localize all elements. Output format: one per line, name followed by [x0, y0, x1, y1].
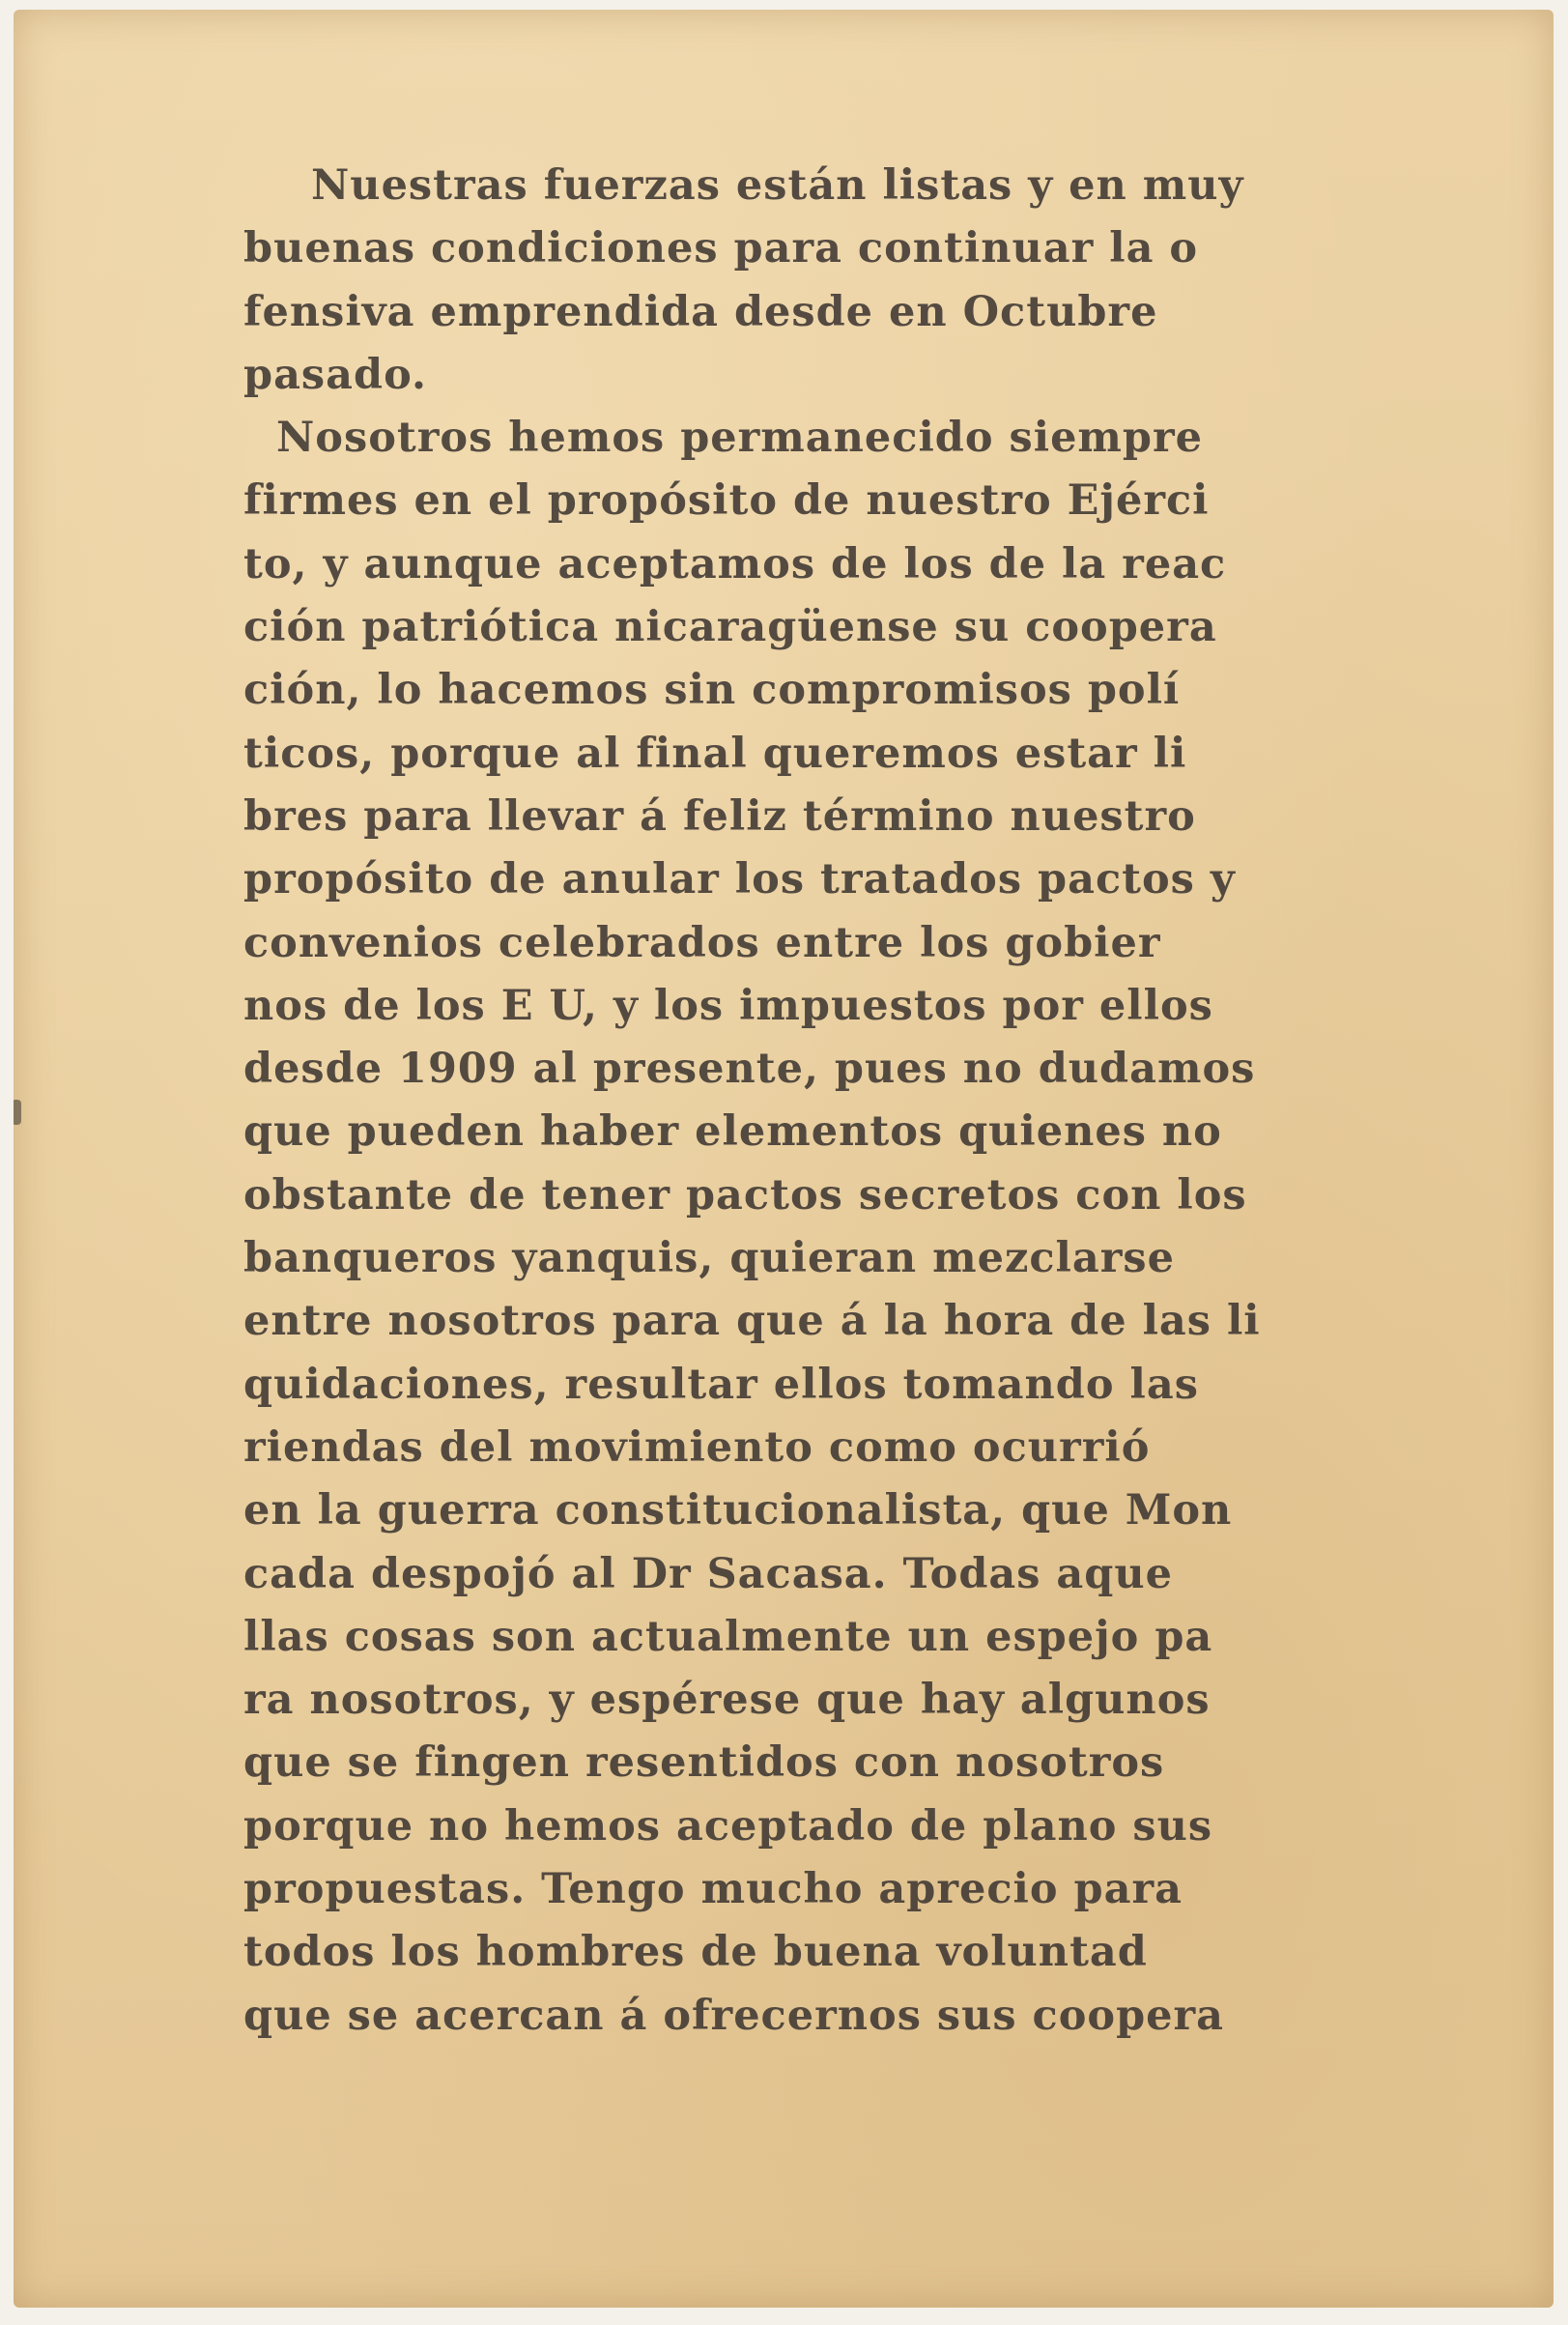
text-line: banqueros yanquis, quieran mezclarse	[243, 1234, 1175, 1283]
text-line: llas cosas son actualmente un espejo pa	[243, 1612, 1213, 1661]
text-line: cada despojó al Dr Sacasa. Todas aque	[243, 1549, 1173, 1598]
text-line: quidaciones, resultar ellos tomando las	[243, 1360, 1199, 1409]
text-line: Nosotros hemos permanecido siempre	[276, 414, 1204, 463]
text-line: ción patriótica nicaragüense su coopera	[243, 603, 1217, 652]
text-line: buenas condiciones para continuar la o	[243, 224, 1199, 273]
text-line: que pueden haber elementos quienes no	[243, 1107, 1222, 1157]
text-line: bres para llevar á feliz término nuestro	[243, 791, 1196, 841]
text-line: riendas del movimiento como ocurrió	[243, 1422, 1151, 1472]
text-line: obstante de tener pactos secretos con los	[243, 1170, 1247, 1220]
text-line: entre nosotros para que á la hora de las li	[243, 1297, 1261, 1346]
text-line: pasado.	[243, 350, 427, 399]
text-line: desde 1909 al presente, pues no dudamos	[243, 1045, 1256, 1094]
paper-sheet	[14, 10, 1554, 2308]
text-line: firmes en el propósito de nuestro Ejérci	[243, 476, 1210, 526]
text-line: convenios celebrados entre los gobier	[243, 918, 1161, 967]
text-line: ra nosotros, y espérese que hay algunos	[243, 1676, 1211, 1725]
text-line: propuestas. Tengo mucho aprecio para	[243, 1865, 1183, 1914]
text-line: to, y aunque aceptamos de los de la reac	[243, 539, 1227, 588]
text-line: que se acercan á ofrecernos sus coopera	[243, 1991, 1225, 2040]
text-line: en la guerra constitucionalista, que Mon	[243, 1486, 1233, 1536]
ink-smudge-mark	[14, 1100, 21, 1125]
text-line: ticos, porque al final queremos estar li	[243, 729, 1187, 778]
document-text	[243, 155, 1412, 2048]
text-line: que se fingen resentidos con nosotros	[243, 1738, 1165, 1788]
text-line: porque no hemos aceptado de plano sus	[243, 1801, 1213, 1851]
text-line: Nuestras fuerzas están listas y en muy	[311, 161, 1244, 210]
text-line: ción, lo hacemos sin compromisos polí	[243, 666, 1181, 715]
text-line: todos los hombres de buena voluntad	[243, 1928, 1148, 1977]
text-line: nos de los E U, y los impuestos por ellos	[243, 981, 1213, 1030]
text-line: propósito de anular los tratados pactos y	[243, 855, 1236, 904]
text-line: fensiva emprendida desde en Octubre	[243, 287, 1158, 336]
